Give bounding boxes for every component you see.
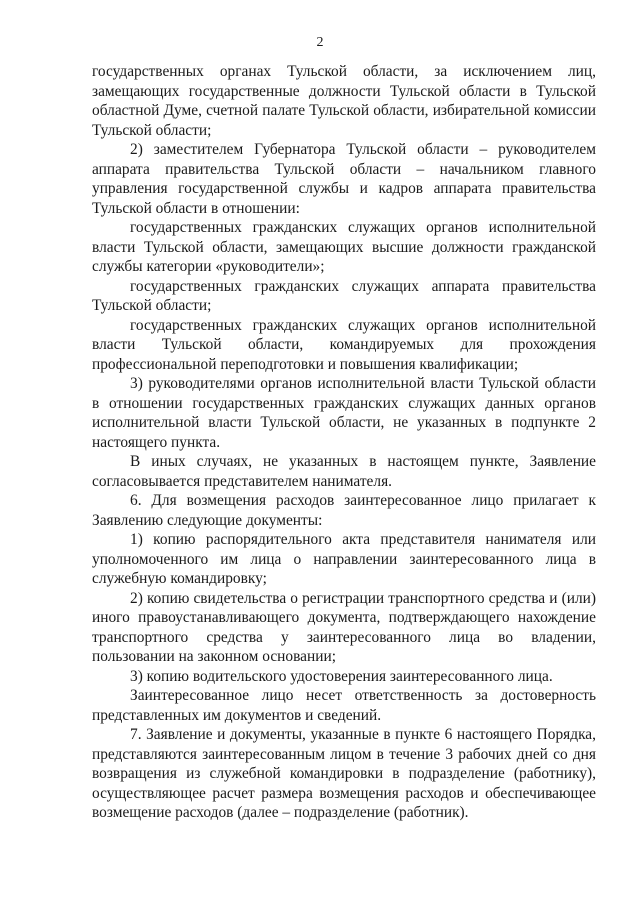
paragraph: Заинтересованное лицо несет ответственность за достоверность представленных им документов и сведений. bbox=[92, 687, 596, 724]
paragraph: В иных случаях, не указанных в настоящем пункте, Заявление согласовывается представителем нанимателя. bbox=[92, 453, 596, 490]
paragraph: государственных гражданских служащих органов исполнительной власти Тульской области, замещающих высшие должности гражданской службы категории «руководители»; bbox=[92, 219, 596, 275]
paragraph: государственных органах Тульской области, за исключением лиц, замещающих государственные должности Тульской области в Тульской областной Думе, счетной палате Тульской области, избирательной комиссии Тульской области; bbox=[92, 63, 596, 139]
paragraph: 3) руководителями органов исполнительной власти Тульской области в отношении государственных гражданских служащих данных органов исполнительной власти Тульской области, не указанных в подпункте 2 настоящего пункта. bbox=[92, 375, 596, 451]
paragraph: 1) копию распорядительного акта представителя нанимателя или уполномоченного им лица о направлении заинтересованного лица в служебную командировку; bbox=[92, 531, 596, 587]
paragraph: 2) заместителем Губернатора Тульской области – руководителем аппарата правительства Тульской области – начальником главного управления государственной службы и кадров аппарата правительства Тульской области в отношении: bbox=[92, 141, 596, 217]
paragraph: государственных гражданских служащих органов исполнительной власти Тульской области, командируемых для прохождения профессиональной переподготовки и повышения квалификации; bbox=[92, 316, 596, 373]
paragraph: 6. Для возмещения расходов заинтересованное лицо прилагает к Заявлению следующие документы: bbox=[92, 492, 596, 529]
page-number: 2 bbox=[316, 35, 324, 50]
document-body bbox=[92, 62, 596, 823]
paragraph: государственных гражданских служащих аппарата правительства Тульской области; bbox=[92, 277, 596, 314]
paragraph: 3) копию водительского удостоверения заинтересованного лица. bbox=[130, 667, 553, 685]
paragraph: 2) копию свидетельства о регистрации транспортного средства и (или) иного правоустанавливающего документа, подтверждающего нахождение транспортного средства у заинтересованного лица во владении, пользовании на законном основании; bbox=[92, 589, 596, 665]
paragraph: 7. Заявление и документы, указанные в пункте 6 настоящего Порядка, представляются заинтересованным лицом в течение 3 рабочих дней со дня возвращения из служебной командировки в подразделение (работнику), осуществляющее расчет размера возмещения расходов и обеспечивающее возмещение расходов (далее – подразделение (работник). bbox=[92, 726, 596, 821]
